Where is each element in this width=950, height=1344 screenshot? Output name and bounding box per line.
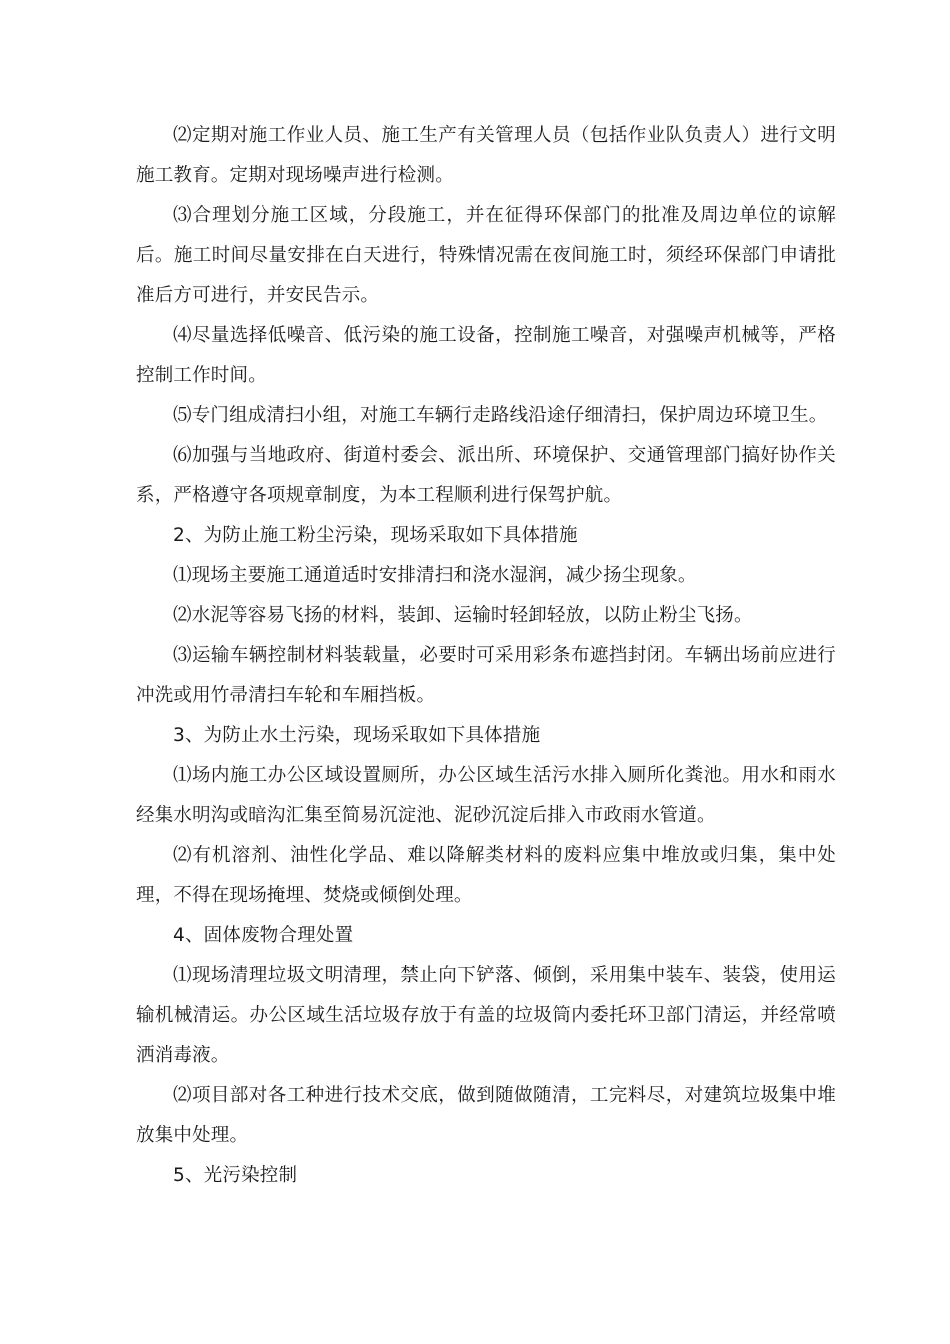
paragraph: ⑹加强与当地政府、街道村委会、派出所、环境保护、交通管理部门搞好协作关系，严格遵守各项规章制度，为本工程顺利进行保驾护航。 [136,445,836,506]
paragraph: ⑴现场主要施工通道适时安排清扫和浇水湿润，减少扬尘现象。 [173,565,697,586]
paragraph: ⑴场内施工办公区域设置厕所，办公区域生活污水排入厕所化粪池。用水和雨水经集水明沟或暗沟汇集至简易沉淀池、泥砂沉淀后排入市政雨水管道。 [136,765,836,826]
paragraph: ⑶合理划分施工区域，分段施工，并在征得环保部门的批准及周边单位的谅解后。施工时间尽量安排在白天进行，特殊情况需在夜间施工时，须经环保部门申请批准后方可进行，并安民告示。 [136,205,836,306]
paragraph: ⑴现场清理垃圾文明清理，禁止向下铲落、倾倒，采用集中装车、装袋，使用运输机械清运。办公区域生活垃圾存放于有盖的垃圾筒内委托环卫部门清运，并经常喷洒消毒液。 [136,965,836,1066]
paragraph: ⑵项目部对各工种进行技术交底，做到随做随清，工完料尽，对建筑垃圾集中堆放集中处理。 [136,1085,836,1146]
paragraph: ⑷尽量选择低噪音、低污染的施工设备，控制施工噪音，对强噪声机械等，严格控制工作时间。 [136,325,836,386]
section-heading: 5、光污染控制 [173,1165,298,1186]
paragraph: ⑸专门组成清扫小组，对施工车辆行走路线沿途仔细清扫，保护周边环境卫生。 [173,405,828,426]
paragraph: ⑶运输车辆控制材料装载量，必要时可采用彩条布遮挡封闭。车辆出场前应进行冲洗或用竹帚清扫车轮和车厢挡板。 [136,645,836,706]
paragraph: ⑵有机溶剂、油性化学品、难以降解类材料的废料应集中堆放或归集，集中处理，不得在现场掩埋、焚烧或倾倒处理。 [136,845,836,906]
section-heading: 2、为防止施工粉尘污染，现场采取如下具体措施 [173,525,578,546]
document-body [136,116,836,1196]
paragraph: ⑵水泥等容易飞扬的材料，装卸、运输时轻卸轻放，以防止粉尘飞扬。 [173,605,753,626]
section-heading: 4、固体废物合理处置 [173,925,354,946]
paragraph: ⑵定期对施工作业人员、施工生产有关管理人员（包括作业队负责人）进行文明施工教育。定期对现场噪声进行检测。 [136,125,836,186]
section-heading: 3、为防止水土污染，现场采取如下具体措施 [173,725,541,746]
